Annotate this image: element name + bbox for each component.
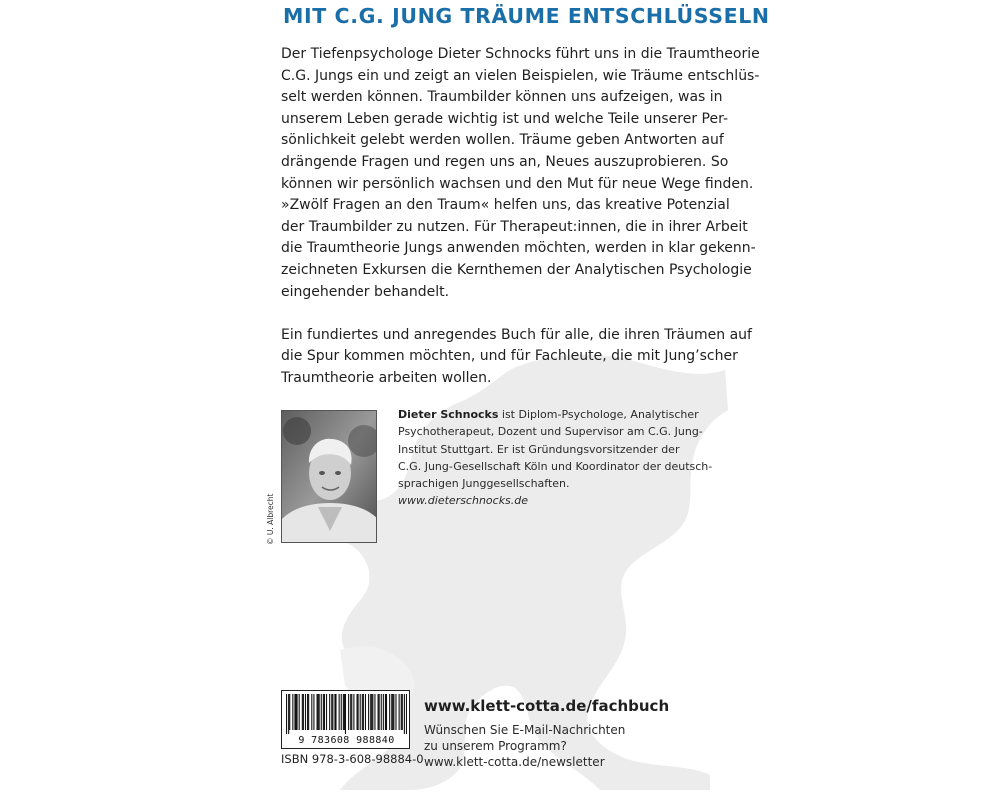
author-photo bbox=[281, 410, 377, 543]
barcode-bar bbox=[371, 694, 372, 730]
blurb-line: der Traumbilder zu nutzen. Für Therapeut:innen, die in ihrer Arbeit bbox=[281, 218, 748, 235]
barcode-bar bbox=[324, 694, 325, 730]
barcode-bar bbox=[311, 694, 312, 730]
bio-text: ist Diplom-Psychologe, Analytischer bbox=[498, 408, 699, 421]
bio-line: Psychotherapeut, Dozent und Supervisor am C.G. Jung- bbox=[398, 425, 703, 439]
barcode-bar bbox=[385, 694, 386, 730]
barcode-bar bbox=[365, 694, 366, 730]
barcode-bar bbox=[321, 694, 322, 730]
newsletter-info bbox=[424, 722, 625, 770]
barcode-bar bbox=[378, 694, 379, 730]
page-title: MIT C.G. JUNG TRÄUME ENTSCHLÜSSELN bbox=[283, 4, 770, 28]
blurb-line: eingehender behandelt. bbox=[281, 283, 450, 300]
barcode-bar bbox=[399, 694, 400, 730]
barcode-bar bbox=[286, 694, 287, 734]
barcode-bar bbox=[289, 694, 290, 730]
newsletter-link[interactable]: www.klett-cotta.de/newsletter bbox=[424, 755, 605, 769]
barcode-bar bbox=[348, 694, 349, 730]
barcode-bar bbox=[389, 694, 390, 730]
barcode-bar bbox=[360, 694, 361, 730]
publisher-url-link[interactable]: www.klett-cotta.de/fachbuch bbox=[424, 697, 670, 715]
barcode-bar bbox=[404, 694, 405, 734]
barcode-bar bbox=[357, 694, 358, 730]
barcode-bar bbox=[341, 694, 342, 730]
barcode-bar bbox=[313, 694, 314, 730]
barcode-bar bbox=[297, 694, 298, 730]
blurb-line: die Traumtheorie Jungs anwenden möchten, werden in klar gekenn- bbox=[281, 240, 756, 257]
author-bio bbox=[398, 406, 718, 510]
barcode-bar bbox=[334, 694, 335, 730]
author-name: Dieter Schnocks bbox=[398, 408, 499, 421]
bio-line: Institut Stuttgart. Er ist Gründungsvorsitzender der bbox=[398, 442, 680, 456]
barcode-bar bbox=[392, 694, 393, 730]
barcode-bar bbox=[383, 694, 384, 730]
blurb-line: Ein fundiertes und anregendes Buch für alle, die ihren Träumen auf bbox=[281, 326, 752, 343]
barcode-bar bbox=[379, 694, 380, 730]
barcode-bar bbox=[339, 694, 340, 730]
barcode-bar bbox=[351, 694, 352, 730]
barcode-bar bbox=[292, 694, 293, 730]
blurb-line: können wir persönlich wachsen und den Mut für neue Wege finden. bbox=[281, 175, 754, 192]
barcode-bar bbox=[362, 694, 363, 730]
barcode-bar bbox=[323, 694, 324, 730]
barcode-bar bbox=[318, 694, 319, 730]
barcode-bar bbox=[406, 694, 407, 734]
barcode-bar bbox=[308, 694, 309, 730]
barcode-bar bbox=[329, 694, 330, 730]
barcode-bar bbox=[335, 694, 336, 730]
barcode-bar bbox=[353, 694, 354, 730]
barcode-bar bbox=[331, 694, 332, 730]
blurb-line: drängende Fragen und regen uns an, Neues auszuprobieren. So bbox=[281, 153, 729, 170]
barcode-bar bbox=[302, 694, 303, 730]
blurb-line: C.G. Jungs ein und zeigt an vielen Beispielen, wie Träume entschlüs- bbox=[281, 67, 760, 84]
newsletter-line: zu unserem Programm? bbox=[424, 739, 567, 753]
barcode-bar bbox=[401, 694, 402, 730]
photo-credit: © U. Albrecht bbox=[266, 493, 275, 545]
barcode-bar bbox=[326, 694, 327, 730]
barcode-bar bbox=[386, 694, 387, 730]
barcode-bar bbox=[358, 694, 359, 730]
barcode-bar bbox=[305, 694, 306, 730]
barcode-digits: 9 783608 988840 bbox=[298, 735, 395, 746]
barcode-bars bbox=[286, 694, 407, 734]
barcode-bar bbox=[350, 694, 351, 730]
blurb-line: »Zwölf Fragen an den Traum« helfen uns, das kreative Potenzial bbox=[281, 197, 730, 214]
paragraph-gap bbox=[281, 303, 721, 325]
barcode-bar bbox=[370, 694, 371, 730]
barcode-bar bbox=[363, 694, 364, 730]
isbn: ISBN 978-3-608-98884-0 bbox=[281, 752, 424, 766]
barcode-bar bbox=[332, 694, 333, 730]
barcode-bar bbox=[307, 694, 308, 730]
newsletter-line: Wünschen Sie E-Mail-Nachrichten bbox=[424, 723, 626, 737]
barcode-bar bbox=[345, 694, 346, 734]
barcode-bar bbox=[319, 694, 320, 730]
bio-line bbox=[398, 406, 718, 423]
barcode-bar bbox=[303, 694, 304, 730]
blurb-line: unserem Leben gerade wichtig ist und welche Teile unserer Per- bbox=[281, 110, 729, 127]
barcode-bar bbox=[395, 694, 396, 730]
barcode-bar bbox=[393, 694, 394, 730]
blurb-line: Traumtheorie arbeiten wollen. bbox=[281, 369, 492, 386]
blurb-line: sönlichkeit gelebt werden wollen. Träume geben Antworten auf bbox=[281, 132, 724, 149]
barcode-bar bbox=[391, 694, 392, 730]
blurb-line: die Spur kommen möchten, und für Fachleute, die mit Jung’scher bbox=[281, 348, 738, 365]
barcode-bar bbox=[317, 694, 318, 730]
barcode-bar bbox=[344, 694, 345, 730]
barcode-bar bbox=[299, 694, 300, 730]
barcode-bar bbox=[402, 694, 403, 730]
bio-line: sprachigen Junggesellschaften. bbox=[398, 477, 570, 491]
barcode-bar bbox=[381, 694, 382, 730]
bio-line: C.G. Jung-Gesellschaft Köln und Koordinator der deutsch- bbox=[398, 459, 713, 473]
barcode bbox=[281, 690, 410, 749]
author-website-link[interactable]: www.dieterschnocks.de bbox=[398, 494, 529, 508]
barcode-bar bbox=[372, 694, 373, 730]
blurb-text bbox=[281, 44, 760, 390]
barcode-bar bbox=[374, 694, 375, 730]
barcode-bar bbox=[343, 694, 344, 730]
barcode-bar bbox=[295, 694, 296, 730]
barcode-bar bbox=[368, 694, 369, 730]
blurb-line: zeichneten Exkursen die Kernthemen der Analytischen Psychologie bbox=[281, 261, 752, 278]
blurb-line: Der Tiefenpsychologe Dieter Schnocks führt uns in die Traumtheorie bbox=[281, 46, 760, 62]
barcode-bar bbox=[294, 694, 295, 730]
blurb-line: selt werden können. Traumbilder können uns aufzeigen, was in bbox=[281, 89, 723, 106]
barcode-bar bbox=[288, 694, 289, 734]
